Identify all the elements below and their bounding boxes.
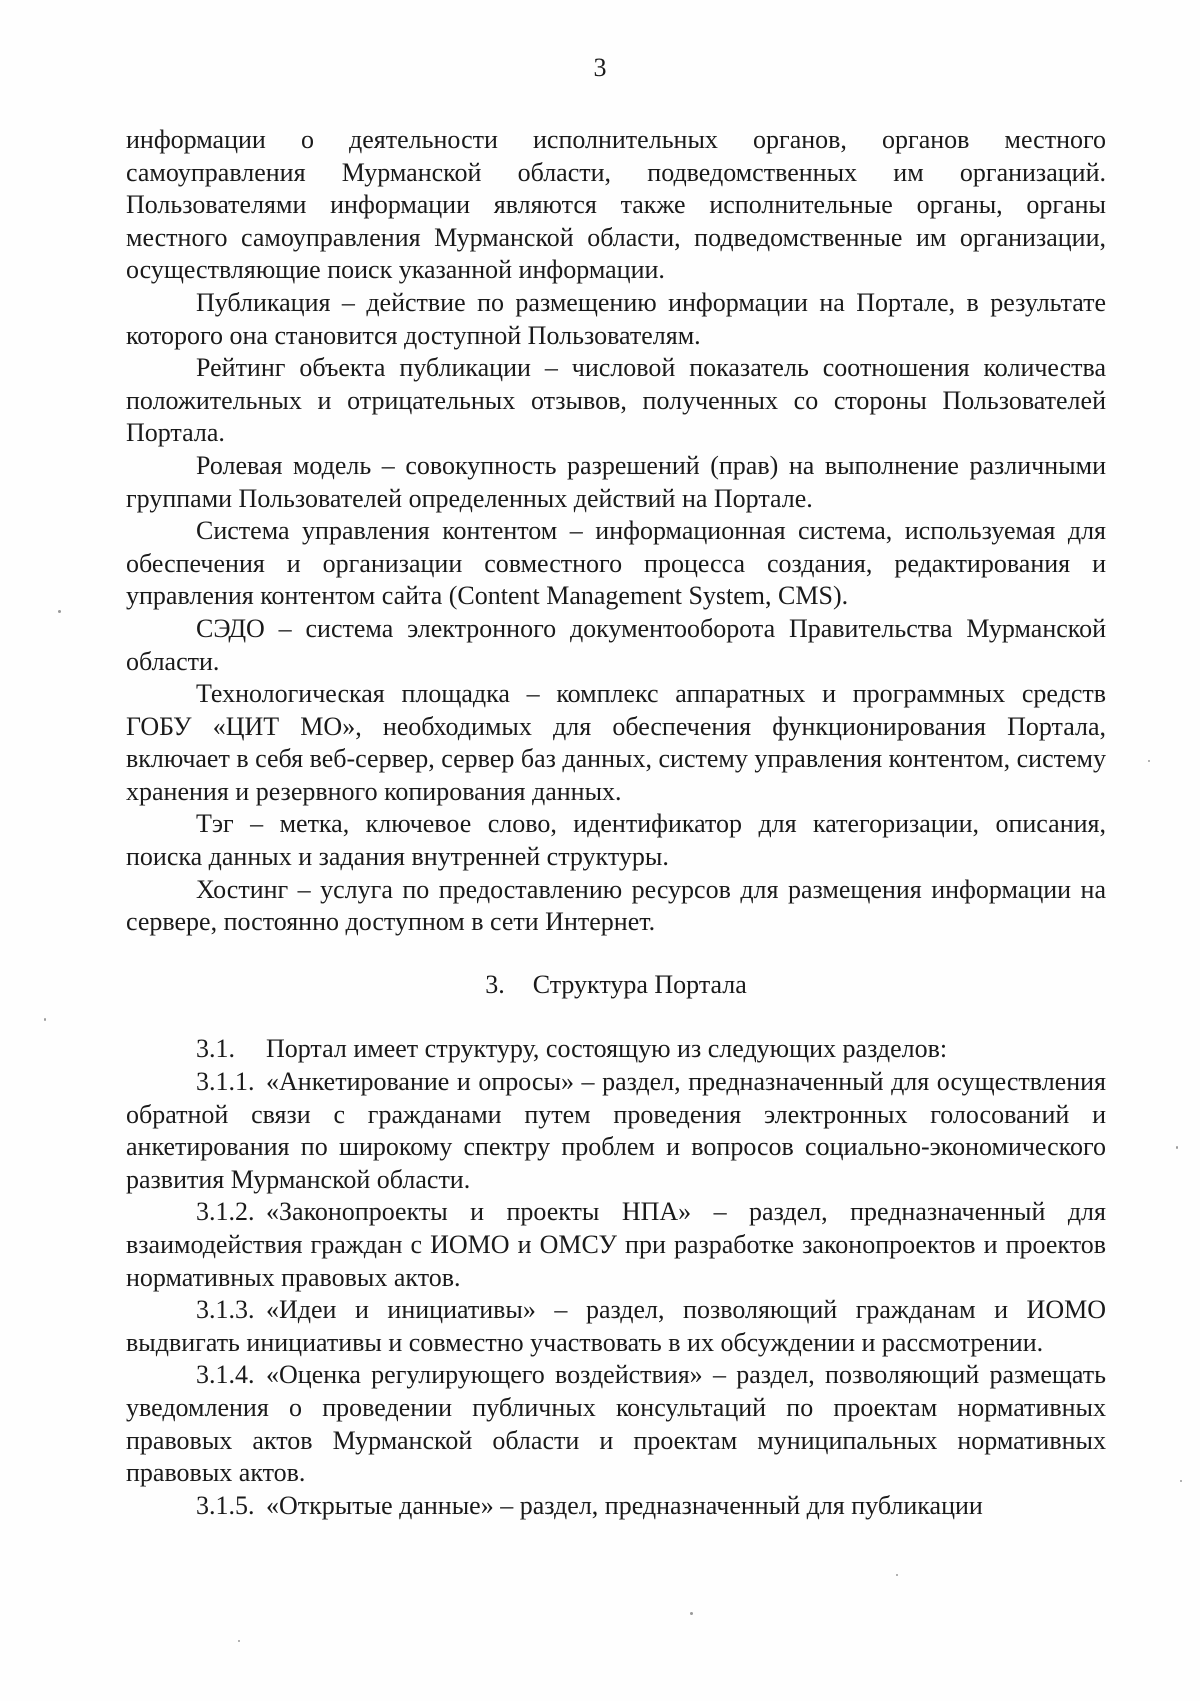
item-text: «Открытые данные» – раздел, предназначенный для публикации xyxy=(266,1490,983,1520)
definition-role-model: Ролевая модель – совокупность разрешений (прав) на выполнение различными группами Пользователей определенных действий на Портале. xyxy=(126,450,1106,513)
item-text: «Анкетирование и опросы» – раздел, предназначенный для осуществления обратной связи с гражданами путем проведения электронных голосований и анкетирования по широкому спектру проблем и вопросов социально-экономического развития Мурманской области. xyxy=(126,1067,1106,1194)
definition-tech-platform: Технологическая площадка – комплекс аппаратных и программных средств ГОБУ «ЦИТ МО», необходимых для обеспечения функционирования Портала, включает в себя веб-сервер, сервер баз данных, систему управления контентом, систему хранения и резервного копирования данных. xyxy=(126,679,1106,806)
list-item xyxy=(126,1490,1106,1523)
definition-tag: Тэг – метка, ключевое слово, идентификатор для категоризации, описания, поиска данных и задания внутренней структуры. xyxy=(126,809,1106,872)
item-text: Портал имеет структуру, состоящую из следующих разделов: xyxy=(266,1034,948,1064)
item-number: 3.1.1. xyxy=(196,1067,255,1097)
item-number: 3.1.2. xyxy=(196,1197,255,1227)
scan-speck xyxy=(44,1018,46,1021)
page-number: 3 xyxy=(593,53,607,82)
scan-speck xyxy=(238,1640,240,1642)
list-item xyxy=(126,1359,1106,1489)
definition-cms: Система управления контентом – информационная система, используемая для обеспечения и организации совместного процесса создания, редактирования и управления контентом сайта (Content Management System, CMS). xyxy=(126,516,1106,611)
list-item xyxy=(126,1066,1106,1196)
definition-sedo: СЭДО – система электронного документооборота Правительства Мурманской области. xyxy=(126,613,1106,676)
list-item xyxy=(126,1033,1106,1066)
list-item xyxy=(126,1294,1106,1359)
scan-speck xyxy=(1176,1146,1178,1149)
list-item xyxy=(126,1196,1106,1294)
scan-speck xyxy=(1180,1480,1182,1482)
scan-speck xyxy=(690,1612,693,1615)
section-title: Структура Портала xyxy=(532,969,747,999)
definition-hosting: Хостинг – услуга по предоставлению ресурсов для размещения информации на сервере, постоянно доступном в сети Интернет. xyxy=(126,874,1106,937)
scan-speck xyxy=(58,610,61,613)
section-number: 3. xyxy=(485,969,505,999)
item-number: 3.1.5. xyxy=(196,1490,255,1520)
paragraph: информации о деятельности исполнительных органов, органов местного самоуправления Мурманской области, подведомственных им организаций. Пользователями информации являются также исполнительные органы, органы местного самоуправления Мурманской области, подведомственные им организации, осуществляющие поиск указанной информации. xyxy=(126,125,1106,285)
item-text: «Оценка регулирующего воздействия» – раздел, позволяющий размещать уведомления о проведении публичных консультаций по проектам нормативных правовых актов Мурманской области и проектам муниципальных нормативных правовых актов. xyxy=(126,1360,1106,1488)
definition-publication: Публикация – действие по размещению информации на Портале, в результате которого она становится доступной Пользователям. xyxy=(126,287,1106,350)
item-number: 3.1.4. xyxy=(196,1360,255,1390)
scan-speck xyxy=(1148,760,1150,762)
section-heading xyxy=(126,969,1106,1002)
item-number: 3.1.3. xyxy=(196,1295,255,1325)
scan-speck xyxy=(896,1574,898,1576)
definition-rating: Рейтинг объекта публикации – числовой показатель соотношения количества положительных и отрицательных отзывов, полученных со стороны Пользователей Портала. xyxy=(126,353,1106,448)
item-number: 3.1. xyxy=(196,1034,235,1064)
document-body xyxy=(126,124,1106,1522)
item-text: «Идеи и инициативы» – раздел, позволяющий гражданам и ИОМО выдвигать инициативы и совместно участвовать в их обсуждении и рассмотрении. xyxy=(126,1295,1106,1357)
item-text: «Законопроекты и проекты НПА» – раздел, предназначенный для взаимодействия граждан с ИОМО и ОМСУ при разработке законопроектов и проектов нормативных правовых актов. xyxy=(126,1197,1106,1292)
